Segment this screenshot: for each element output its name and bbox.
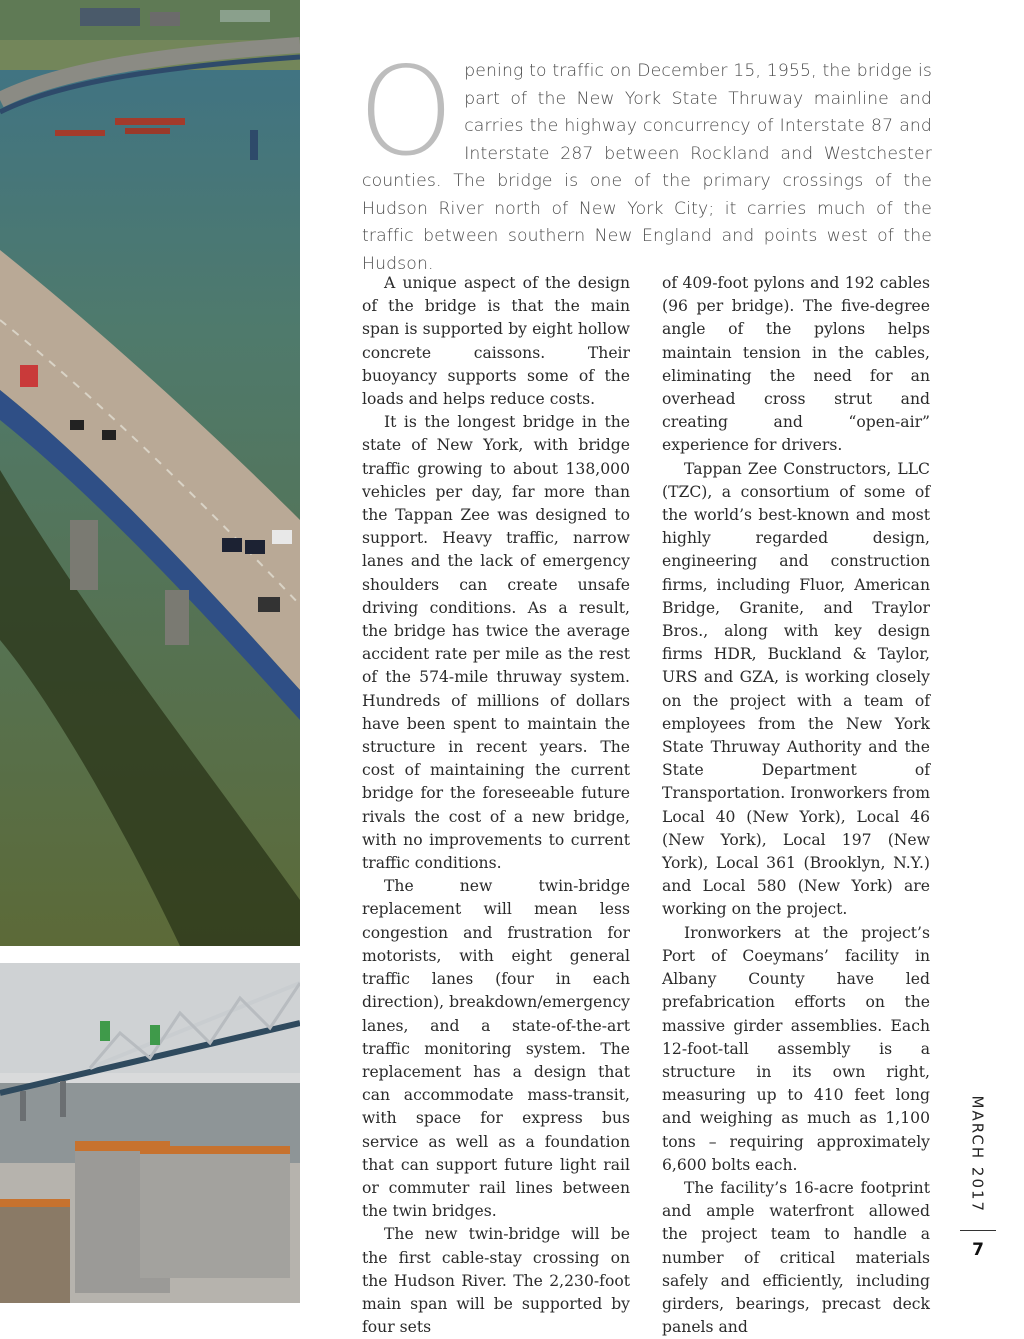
body-paragraph: Ironworkers at the project’s Port of Coeymans’ facility in Albany County have led prefabrication efforts on the massive girder assemblies. Each 12-foot-tall assembly is a structure in its own right, measuring up to 410 feet long and weighing as much as 1,100 tons – requiring approximately 6,600 bolts each. <box>662 923 930 1174</box>
construction-photo <box>0 963 300 1303</box>
body-paragraph: The facility’s 16-acre footprint and ample waterfront allowed the project team to handle a number of critical materials safely and efficiently, including girders, bearings, precast deck panels and <box>662 1178 930 1337</box>
body-paragraph: of 409-foot pylons and 192 cables (96 per bridge). The five-degree angle of the pylons helps maintain tension in the cables, eliminating the need for an overhead cross strut and creating and “open-air” experience for drivers. <box>662 274 930 455</box>
intro-paragraph <box>358 41 932 278</box>
body-paragraph: The new twin-bridge replacement will mean less congestion and frustration for motorists, with eight general traffic lanes (four in each direction), breakdown/emergency lanes, and a state-of-the-art traffic monitoring system. The replacement has a design that can accommodate mass-transit, with space for express bus service as well as a foundation that can support future light rail or commuter rail lines between the twin bridges. <box>362 877 630 1221</box>
left-column <box>362 272 630 1339</box>
bridge-aerial-photo <box>0 0 300 946</box>
body-paragraph: The new twin-bridge will be the first cable-stay crossing on the Hudson River. The 2,230-foot main span will be supported by four sets <box>362 1225 630 1337</box>
drop-cap: O <box>358 41 455 183</box>
page-number: 7 <box>972 1240 984 1260</box>
intro-text: pening to traffic on December 15, 1955, the bridge is part of the New York State Thruway mainline and carries the highway concurrency of Interstate 87 and Interstate 287 between Rockland and Westchester counties. The bridge is one of the primary crossings of the Hudson River north of New York City; it carries much of the traffic between southern New England and points west of the Hudson. <box>362 61 932 274</box>
issue-folio <box>962 1095 988 1215</box>
body-paragraph: A unique aspect of the design of the bridge is that the main span is supported by eight hollow concrete caissons. Their buoyancy supports some of the loads and helps reduce costs. <box>362 274 630 409</box>
body-paragraph: It is the longest bridge in the state of New York, with bridge traffic growing to about 138,000 vehicles per day, far more than the Tappan Zee was designed to support. Heavy traffic, narrow lanes and the lack of emergency shoulders can create unsafe driving conditions. As a result, the bridge has twice the average accident rate per mile as the rest of the 574-mile thruway system. Hundreds of millions of dollars have been spent to maintain the structure in recent years. The cost of maintaining the current bridge for the foreseeable future rivals the cost of a new bridge, with no improvements to current traffic conditions. <box>362 413 630 873</box>
body-paragraph: Tappan Zee Constructors, LLC (TZC), a consortium of some of the world’s best-known and most highly regarded design, engineering and construction firms, including Fluor, American Bridge, Granite, and Traylor Bros., along with key design firms HDR, Buckland & Taylor, URS and GZA, is working closely on the project with a team of employees from the New York State Thruway Authority and the State Department of Transportation. Ironworkers from Local 40 (New York), Local 46 (New York), Local 197 (New York), Local 361 (Brooklyn, N.Y.) and Local 580 (New York) are working on the project. <box>662 459 930 919</box>
right-column <box>662 272 930 1339</box>
folio-divider <box>960 1230 996 1231</box>
issue-date: MARCH 2017 <box>968 1095 987 1214</box>
